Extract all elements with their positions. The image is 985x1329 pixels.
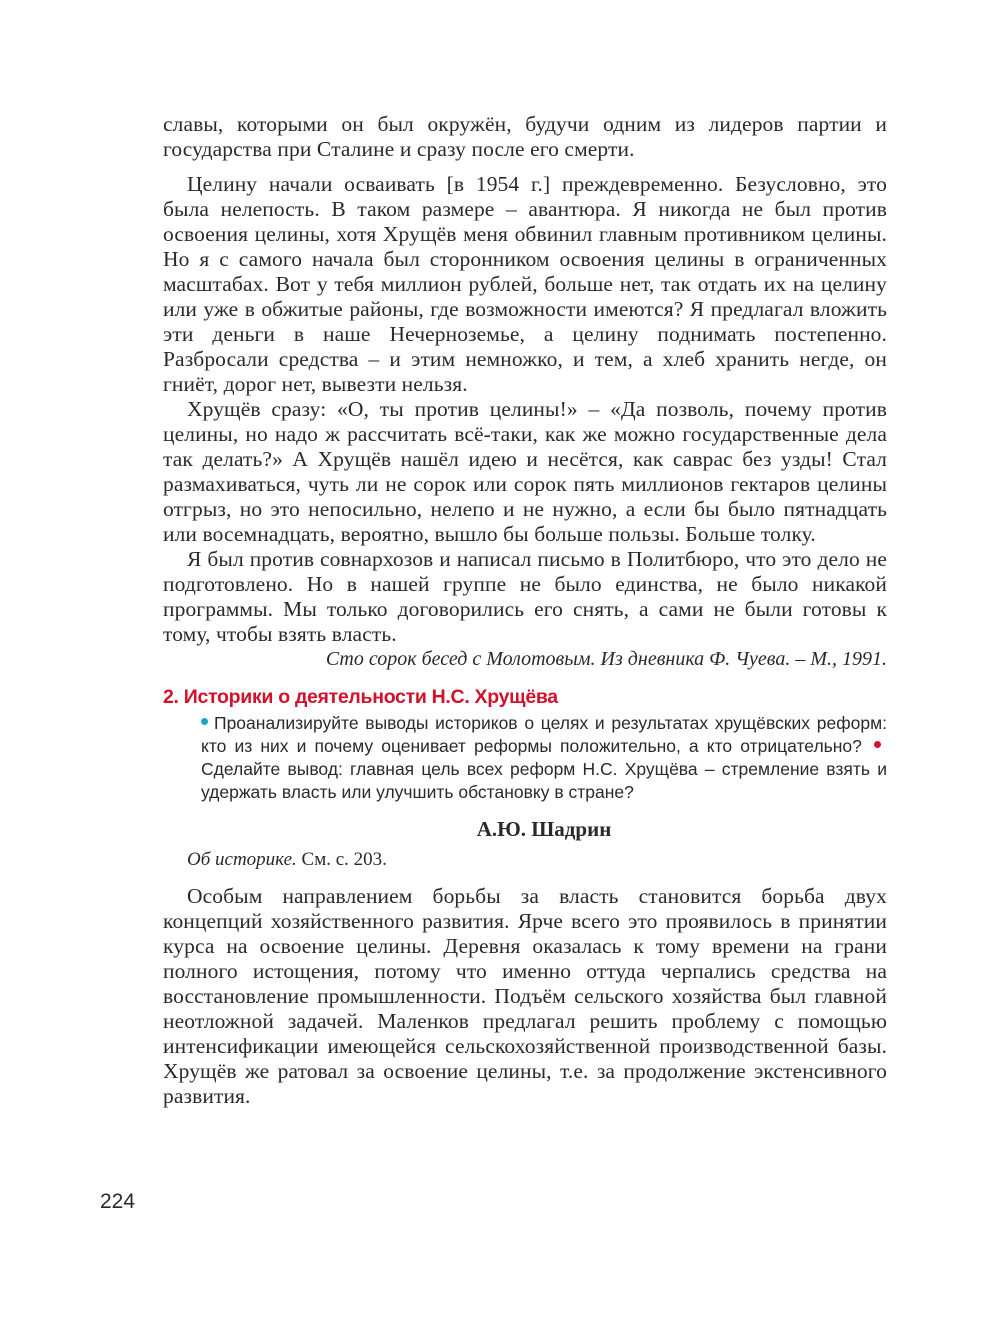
quote-paragraph: Я был против совнархозов и написал письмо в Политбюро, что это дело не подготовлено. Но в нашей группе не было единства, не было никакой программы. Мы только договорились его снять, а сами не были готовы к тому, чтобы взять власть. [163, 547, 887, 646]
about-historian [187, 846, 887, 874]
task-text: Сделайте вывод: главная цель всех реформ Н.С. Хрущёва – стремление взять и удержать власть или улучшить обстановку в стране? [201, 759, 887, 802]
page-number: 224 [100, 1190, 136, 1213]
textbook-page [163, 112, 887, 1109]
task-text: Проанализируйте выводы историков о целях и результатах хрущёвских реформ: кто из них и почему оценивает реформы положительно, а кто отрицательно? [201, 713, 887, 756]
bullet-icon [201, 718, 208, 725]
historian-name: А.Ю. Шадрин [476, 817, 612, 841]
quote-paragraph-continuation: славы, которыми он был окружён, будучи одним из лидеров партии и государства при Сталине и сразу после его смерти. [163, 112, 887, 161]
about-label: Об историке. [187, 849, 297, 870]
about-reference: См. с. 203. [296, 849, 387, 870]
section-heading: 2. Историки о деятельности Н.С. Хрущёва [163, 686, 558, 708]
bullet-icon [874, 741, 881, 748]
historian-text: Особым направлением борьбы за власть становится борьба двух концепций хозяйственного развития. Ярче всего это проявилось в принятии курса на освоение целины. Деревня оказалась к тому времени на грани полного истощения, потому что именно оттуда черпались средства на восстановление промышленности. Подъём сельского хозяйства был главной неотложной задачей. Маленков предлагал решить проблему с помощью интенсификации имеющейся сельскохозяйственной производственной базы. Хрущёв же ратовал за освоение целины, т.е. за продолжение экстенсивного развития. [163, 884, 887, 1108]
task-block [201, 712, 887, 804]
quote-paragraph: Хрущёв сразу: «О, ты против целины!» – «Да позволь, почему против целины, но надо ж рассчитать всё-таки, как же можно государственные дела так делать?» А Хрущёв нашёл идею и несётся, как саврас без узды! Стал размахиваться, чуть ли не сорок или сорок пять миллионов гектаров целины отгрыз, но это непосильно, нелепо и не нужно, а если бы было пятнадцать или восемнадцать, вероятно, вышло бы больше пользы. Больше толку. [163, 397, 887, 546]
quote-source: Сто сорок бесед с Молотовым. Из дневника Ф. Чуева. – М., 1991. [325, 648, 887, 670]
quote-paragraph: Целину начали осваивать [в 1954 г.] преждевременно. Безусловно, это была нелепость. В таком размере – авантюра. Я никогда не был против освоения целины, хотя Хрущёв меня обвинил главным противником целины. Но я с самого начала был сторонником освоения целины в ограниченных масштабах. Вот у тебя миллион рублей, больше нет, так отдать их на целину или уже в обжитые районы, где возможности имеются? Я предлагал вложить эти деньги в наше Нечерноземье, а целину поднимать постепенно. Разбросали средства – и этим немножко, и тем, а хлеб хранить негде, он гниёт, дорог нет, вывезти нельзя. [163, 172, 887, 396]
